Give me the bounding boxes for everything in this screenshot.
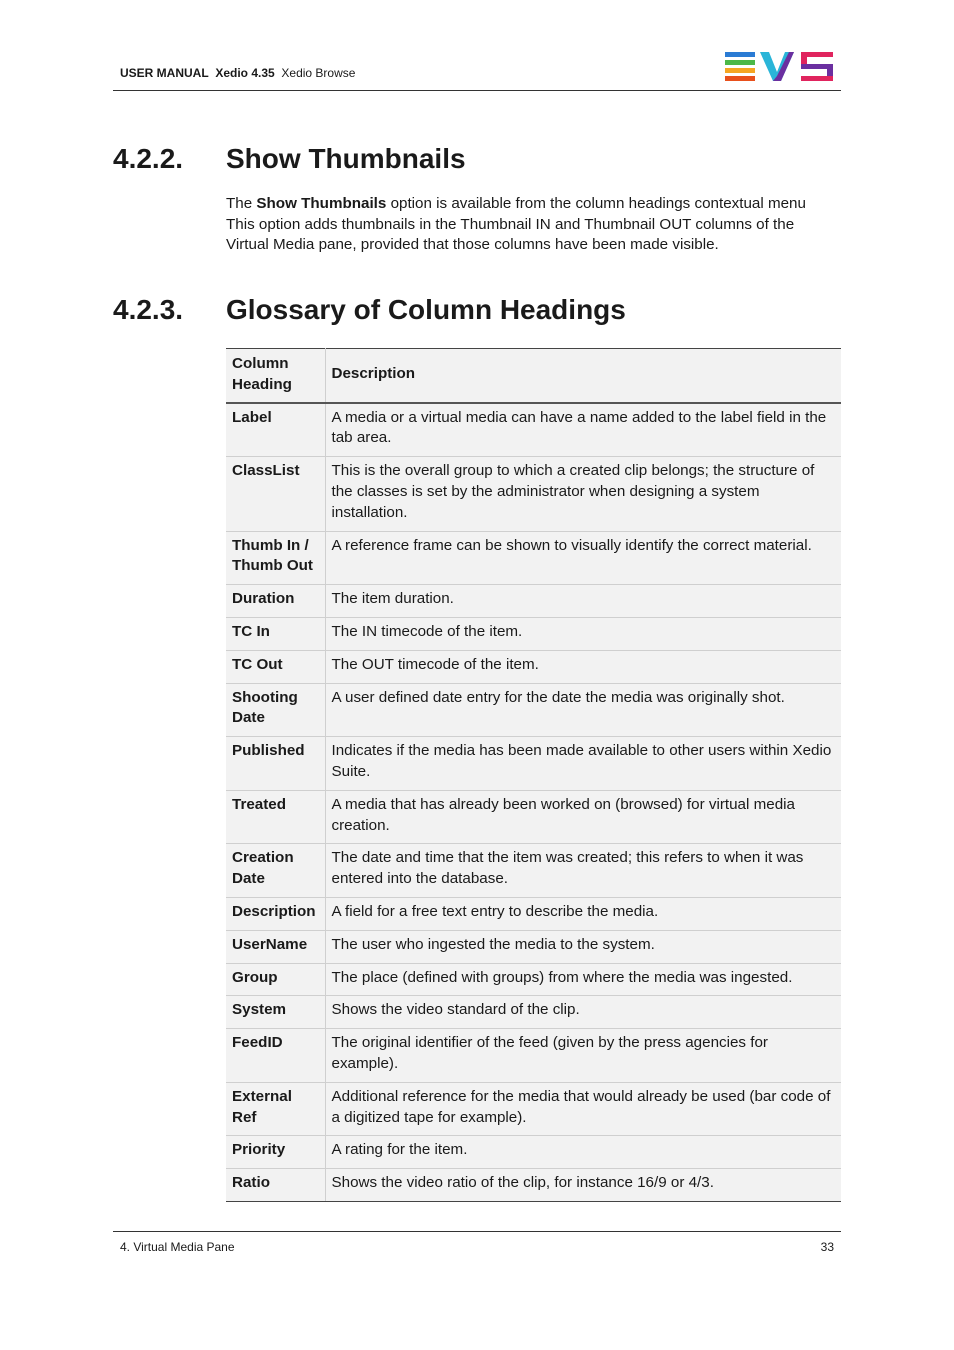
row-description: This is the overall group to which a created clip belongs; the structure of the classes is set by the administrator when designing a system installation. <box>325 457 841 531</box>
table-row <box>226 617 841 650</box>
table-row <box>226 403 841 457</box>
header-product: Xedio 4.35 <box>215 66 275 80</box>
intro-pre: The <box>226 195 257 212</box>
table-header-row <box>226 349 841 403</box>
row-heading: External Ref <box>226 1082 325 1136</box>
row-description: The user who ingested the media to the system. <box>325 930 841 963</box>
header-module: Xedio Browse <box>281 66 356 80</box>
row-description: The IN timecode of the item. <box>325 617 841 650</box>
row-heading: TC In <box>226 617 325 650</box>
row-heading: Creation Date <box>226 844 325 898</box>
row-heading: FeedID <box>226 1029 325 1083</box>
show-thumbnails-paragraph <box>226 194 838 256</box>
intro-post: option is available from the column headings contextual menu <box>386 195 806 212</box>
row-heading: Label <box>226 403 325 457</box>
row-description: The OUT timecode of the item. <box>325 650 841 683</box>
row-heading: Group <box>226 963 325 996</box>
table-row <box>226 683 841 737</box>
section-title: Show Thumbnails <box>226 143 466 174</box>
row-heading: Published <box>226 737 325 791</box>
row-heading: Shooting Date <box>226 683 325 737</box>
glossary-table <box>226 348 841 1202</box>
page-footer <box>113 1231 841 1261</box>
row-description: A user defined date entry for the date the media was originally shot. <box>325 683 841 737</box>
table-row <box>226 1136 841 1169</box>
row-description: The item duration. <box>325 585 841 618</box>
row-description: A media that has already been worked on (browsed) for virtual media creation. <box>325 790 841 844</box>
table-row <box>226 897 841 930</box>
row-description: A reference frame can be shown to visually identify the correct material. <box>325 531 841 585</box>
table-row <box>226 1029 841 1083</box>
footer-chapter: 4. Virtual Media Pane <box>120 1240 235 1254</box>
table-row <box>226 457 841 531</box>
row-heading: UserName <box>226 930 325 963</box>
row-heading: Treated <box>226 790 325 844</box>
table-row <box>226 650 841 683</box>
row-heading: System <box>226 996 325 1029</box>
row-heading: TC Out <box>226 650 325 683</box>
page-number: 33 <box>820 1240 834 1254</box>
body-text: This option adds thumbnails in the Thumbnail IN and Thumbnail OUT columns of the Virtual Media pane, provided that those columns have been made visible. <box>226 215 795 254</box>
row-description: A media or a virtual media can have a name added to the label field in the tab area. <box>325 403 841 457</box>
table-row <box>226 737 841 791</box>
header-doc-type: USER MANUAL <box>120 66 209 80</box>
row-heading: ClassList <box>226 457 325 531</box>
table-row <box>226 1082 841 1136</box>
table-row <box>226 996 841 1029</box>
intro-bold: Show Thumbnails <box>256 195 387 212</box>
row-heading: Thumb In / Thumb Out <box>226 531 325 585</box>
evs-logo-icon <box>725 52 835 82</box>
section-number: 4.2.2. <box>113 143 184 174</box>
section-title: Glossary of Column Headings <box>226 294 626 325</box>
table-row <box>226 531 841 585</box>
table-row <box>226 790 841 844</box>
row-heading: Duration <box>226 585 325 618</box>
table-row <box>226 963 841 996</box>
header-text <box>120 66 355 80</box>
row-description: Shows the video standard of the clip. <box>325 996 841 1029</box>
row-description: The original identifier of the feed (given by the press agencies for example). <box>325 1029 841 1083</box>
row-heading: Description <box>226 897 325 930</box>
table-row <box>226 1169 841 1202</box>
page-header <box>113 48 841 91</box>
row-description: A rating for the item. <box>325 1136 841 1169</box>
table-row <box>226 930 841 963</box>
row-heading: Ratio <box>226 1169 325 1202</box>
row-heading: Priority <box>226 1136 325 1169</box>
column-heading-header: Column Heading <box>226 349 325 403</box>
section-number: 4.2.3. <box>113 294 184 325</box>
row-description: Shows the video ratio of the clip, for instance 16/9 or 4/3. <box>325 1169 841 1202</box>
table-row <box>226 844 841 898</box>
row-description: The place (defined with groups) from where the media was ingested. <box>325 963 841 996</box>
row-description: Indicates if the media has been made available to other users within Xedio Suite. <box>325 737 841 791</box>
row-description: The date and time that the item was created; this refers to when it was entered into the database. <box>325 844 841 898</box>
row-description: Additional reference for the media that would already be used (bar code of a digitized tape for example). <box>325 1082 841 1136</box>
table-row <box>226 585 841 618</box>
description-header: Description <box>325 349 841 403</box>
row-description: A field for a free text entry to describe the media. <box>325 897 841 930</box>
